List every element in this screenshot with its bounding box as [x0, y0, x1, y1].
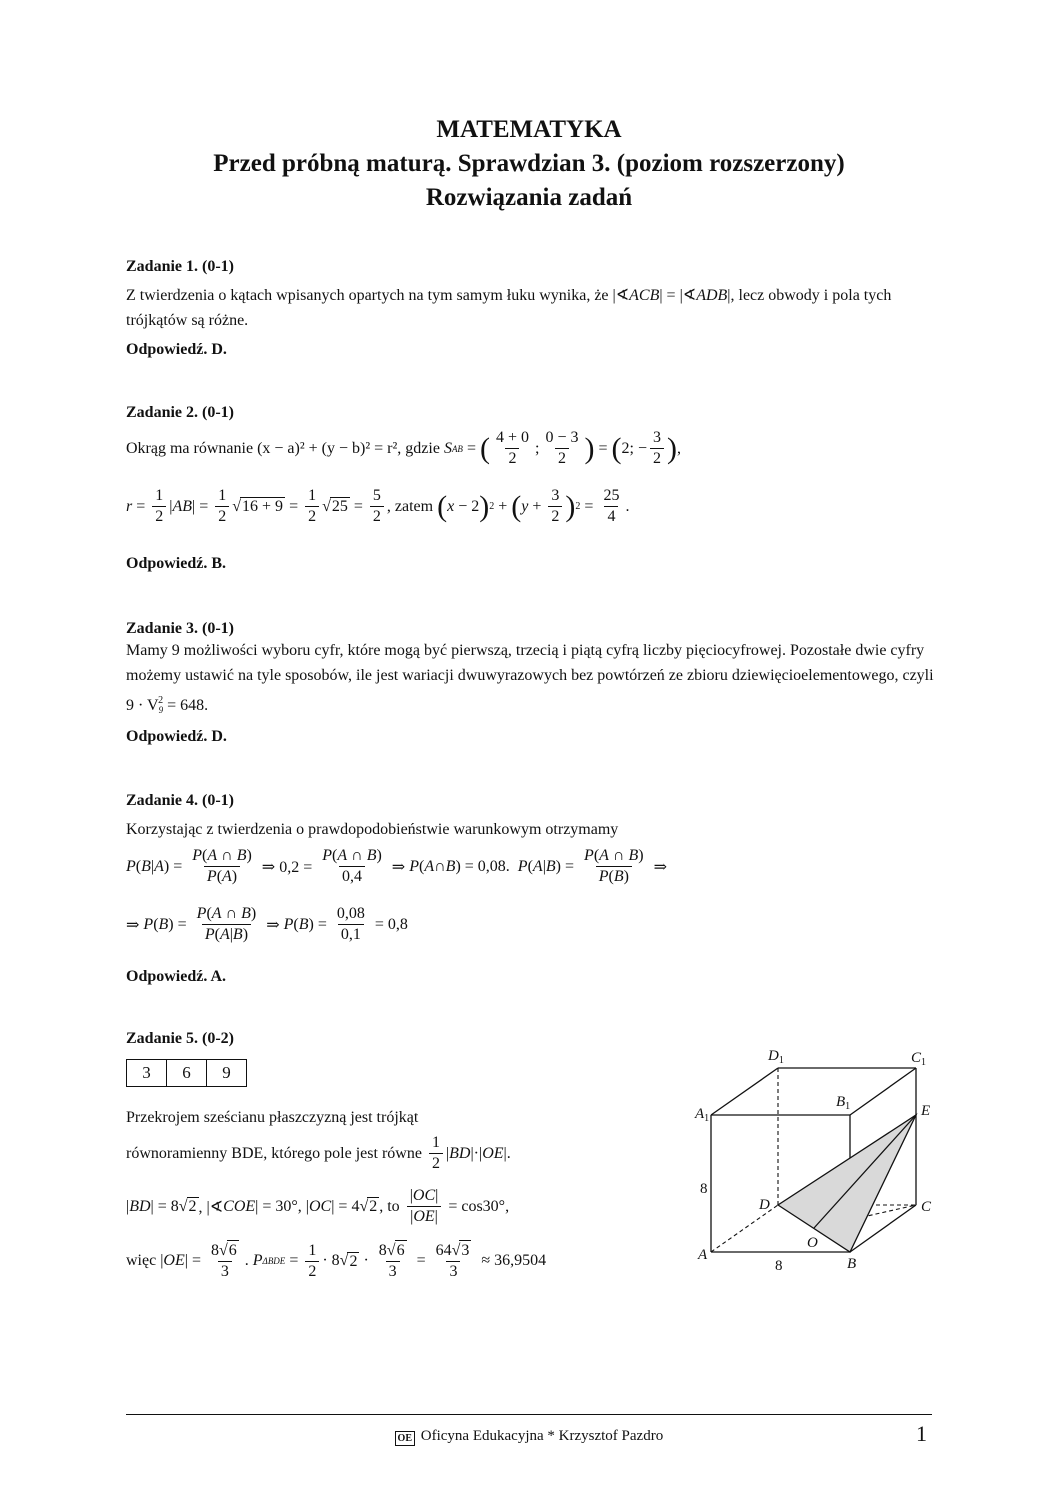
- label-b: B: [847, 1256, 857, 1272]
- cube-diagram: [690, 1040, 940, 1280]
- section-triangle-bde: [778, 1115, 916, 1252]
- subject-title: MATEMATYKA: [436, 116, 622, 143]
- label-o: O: [807, 1235, 818, 1251]
- publisher-logo-icon: OE: [395, 1431, 415, 1446]
- task-5-title: Zadanie 5. (0-2): [126, 1030, 234, 1047]
- task-4-title: Zadanie 4. (0-1): [126, 792, 234, 809]
- task-5-line-3: | BD | = 8√ 2 , |∢ COE | = 30°, | OC | = 4√ 2 , to $\frac{|OC|}{|OE|}$ = cos30°,: [126, 1187, 510, 1225]
- footer: [0, 1428, 1058, 1446]
- label-e: E: [921, 1103, 931, 1119]
- task-5-line-4: więc | OE | = $\frac{8√6}{3}$ . P ΔBDE = $\frac{1}{2}$ · 8√ 2 · $\frac{8√6}{3}$ = $\frac{64√3}{3}$ ≈ 36,9504: [126, 1241, 547, 1280]
- label-edge-horizontal: 8: [775, 1258, 783, 1274]
- task-5-line-2: równoramienny BDE, którego pole jest równe $\frac{1}{2}$ | BD |·| OE |.: [126, 1134, 511, 1172]
- answer-digit-boxes: [126, 1059, 247, 1087]
- digit-box: 9: [207, 1060, 247, 1087]
- label-a: A: [698, 1247, 708, 1263]
- task-4-intro: Korzystając z twierdzenia o prawdopodobieństwie warunkowym otrzymamy: [126, 821, 619, 838]
- label-d: D: [759, 1197, 770, 1213]
- edge-b1-c1: [850, 1068, 916, 1115]
- task-5-line-1: Przekrojem sześcianu płaszczyzną jest trójkąt: [126, 1109, 419, 1126]
- footer-rule: [126, 1414, 932, 1415]
- task-4-line-1: P ( B | A ) = $\frac{P(A \cap B)}{P(A)}$ ⇒ 0,2 = $\frac{P(A \cap B)}{0,4}$ ⇒ P ( A ∩ B ) = 0,08. P ( A | B ) = $\frac{P(A \cap B)}{P(B)}$ ⇒: [126, 847, 667, 885]
- label-b1: $B_1$: [836, 1094, 851, 1112]
- task-2-line-1: Okrąg ma równanie (x − a)² + (y − b)² = r², gdzie S AB = ( $\frac{4 + 0}{2}$ ; $\frac{0 - 3}{2}$ ) = ( 2; − $\frac{3}{2}$ ) ,: [126, 429, 681, 467]
- task-4-answer: Odpowiedź. A.: [126, 968, 227, 985]
- label-c: C: [921, 1199, 932, 1215]
- label-edge-vertical: 8: [700, 1181, 708, 1197]
- page-header: [0, 113, 1058, 215]
- publisher-name: Oficyna Edukacyjna * Krzysztof Pazdro: [420, 1428, 664, 1444]
- label-d1: $D_1$: [768, 1048, 784, 1066]
- label-c1: $C_1$: [911, 1050, 927, 1068]
- task-1-title: Zadanie 1. (0-1): [126, 258, 234, 275]
- heading: Rozwiązania zadań: [425, 184, 633, 211]
- edge-a1-d1: [711, 1068, 778, 1115]
- label-a1: $A_1$: [695, 1106, 710, 1124]
- digit-box: 3: [127, 1060, 167, 1087]
- digit-box: 6: [167, 1060, 207, 1087]
- task-3-text: Mamy 9 możliwości wyboru cyfr, które mogą być pierwszą, trzecią i piątą cyfrą liczby pięciocyfrowej. Pozostałe dwie cyfry możemy ustawić na tyle sposobów, ile jest wariacji dwuwyrazowych bez powtórzeń ze zbioru dziewięcioelementowego, czyli $9 \cdot V_9^2 = 648$.: [126, 642, 934, 715]
- task-3-title: Zadanie 3. (0-1): [126, 620, 234, 637]
- task-4-line-2: ⇒ P ( B ) = $\frac{P(A \cap B)}{P(A|B)}$ ⇒ P ( B ) = $\frac{0,08}{0,1}$ = 0,8: [126, 905, 408, 943]
- subtitle: Przed próbną maturą. Sprawdzian 3. (poziom rozszerzony): [213, 150, 845, 177]
- task-3-answer: Odpowiedź. D.: [126, 728, 227, 745]
- task-1-text: Z twierdzenia o kątach wpisanych opartych na tym samym łuku wynika, że |∢ACB| = |∢ADB|, lecz obwody i pola tych trójkątów są różne.: [126, 287, 892, 329]
- task-2-answer: Odpowiedź. B.: [126, 555, 227, 572]
- task-1-answer: Odpowiedź. D.: [126, 341, 227, 358]
- task-2-line-2: r = $\frac{1}{2}$ | AB | = $\frac{1}{2}$ √ 16 + 9 = $\frac{1}{2}$ √ 25 = $\frac{5}{2}$ , zatem ( x − 2 ) 2 + ( y + $\frac{3}{2}$ ) 2 = $\frac{25}{4}$ .: [126, 487, 630, 525]
- page-number: 1: [916, 1421, 927, 1446]
- task-2-title: Zadanie 2. (0-1): [126, 404, 234, 421]
